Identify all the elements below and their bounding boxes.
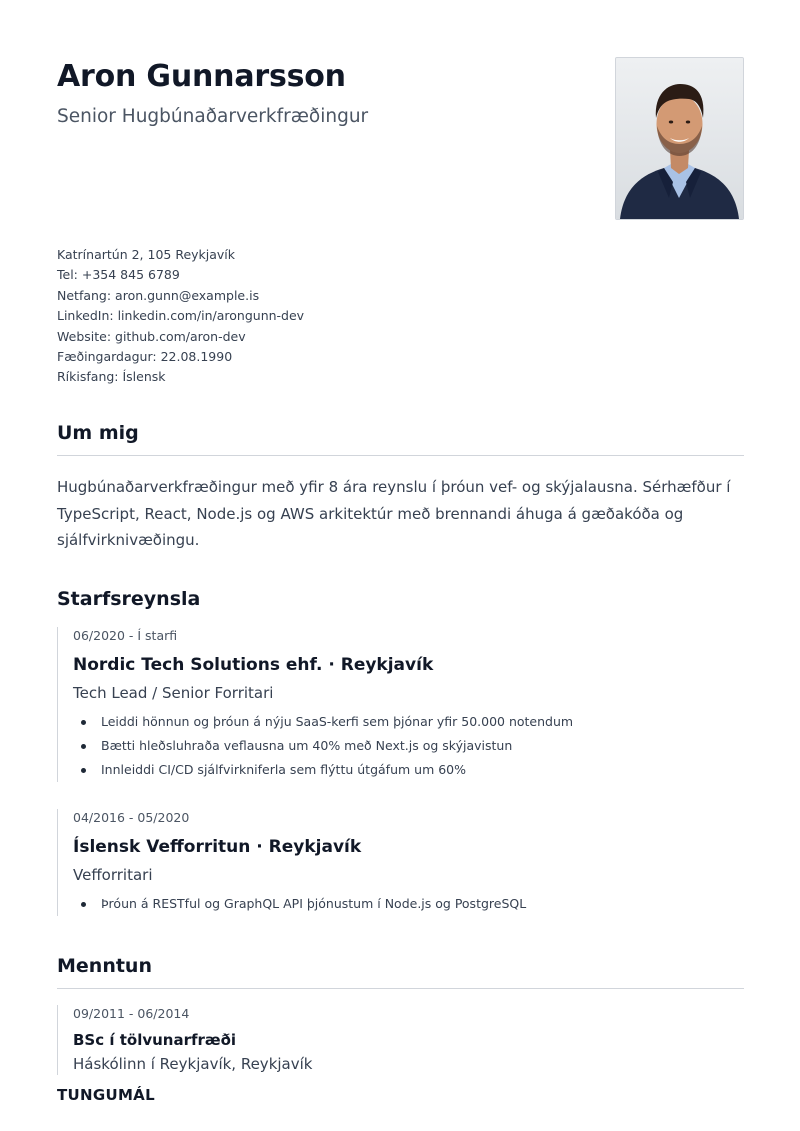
experience-role: Tech Lead / Senior Forritari bbox=[73, 684, 274, 702]
contact-phone: Tel: +354 845 6789 bbox=[57, 267, 180, 283]
experience-bullets bbox=[73, 892, 744, 916]
bullet-icon bbox=[81, 902, 86, 907]
experience-date: 06/2020 - Í starfi bbox=[73, 628, 178, 643]
job-title: Senior Hugbúnaðarverkfræðingur bbox=[57, 106, 369, 127]
list-item bbox=[73, 710, 744, 734]
contact-linkedin: LinkedIn: linkedin.com/in/arongunn-dev bbox=[57, 308, 305, 324]
experience-date: 04/2016 - 05/2020 bbox=[73, 810, 190, 825]
languages-heading: TUNGUMÁL bbox=[57, 1086, 155, 1104]
bullet-icon bbox=[81, 768, 86, 773]
education-entry bbox=[57, 1005, 744, 1075]
person-portrait-icon bbox=[616, 58, 743, 219]
education-date: 09/2011 - 06/2014 bbox=[73, 1006, 190, 1021]
contact-email: Netfang: aron.gunn@example.is bbox=[57, 287, 260, 303]
contact-nationality: Ríkisfang: Íslensk bbox=[57, 369, 166, 385]
education-degree: BSc í tölvunarfræði bbox=[73, 1031, 237, 1049]
education-heading: Menntun bbox=[57, 952, 744, 989]
about-text: Hugbúnaðarverkfræðingur með yfir 8 ára reynslu í þróun vef- og skýjalausna. Sérhæfður í TypeScript, React, Node.js og AWS arkitektúr með brennandi áhuga á gæðakóða og sjálfvirknivæðingu. bbox=[57, 478, 731, 549]
contact-website: Website: github.com/aron-dev bbox=[57, 328, 246, 344]
contact-address: Katrínartún 2, 105 Reykjavík bbox=[57, 247, 236, 262]
education-school: Háskólinn í Reykjavík, Reykjavík bbox=[73, 1055, 313, 1073]
experience-company: Íslensk Vefforritun · Reykjavík bbox=[73, 837, 362, 857]
bullet-text: Leiddi hönnun og þróun á nýju SaaS-kerfi sem þjónar yfir 50.000 notendum bbox=[101, 714, 574, 729]
experience-company: Nordic Tech Solutions ehf. · Reykjavík bbox=[73, 655, 434, 675]
list-item bbox=[73, 758, 744, 782]
about-heading: Um mig bbox=[57, 419, 744, 456]
experience-bullets bbox=[73, 710, 744, 782]
list-item bbox=[73, 734, 744, 758]
bullet-icon bbox=[81, 720, 86, 725]
experience-heading: Starfsreynsla bbox=[57, 588, 201, 610]
experience-entry bbox=[57, 809, 744, 916]
experience-entry bbox=[57, 627, 744, 782]
bullet-icon bbox=[81, 744, 86, 749]
candidate-name: Aron Gunnarsson bbox=[57, 59, 346, 94]
contact-birthdate: Fæðingardagur: 22.08.1990 bbox=[57, 349, 233, 365]
bullet-text: Innleiddi CI/CD sjálfvirkniferla sem flýttu útgáfum um 60% bbox=[101, 762, 467, 777]
contact-info bbox=[57, 245, 304, 388]
bullet-text: Bætti hleðsluhraða veflausna um 40% með Next.js og skýjavistun bbox=[101, 738, 513, 753]
experience-role: Vefforritari bbox=[73, 866, 153, 884]
list-item bbox=[73, 892, 744, 916]
bullet-text: Þróun á RESTful og GraphQL API þjónustum í Node.js og PostgreSQL bbox=[101, 896, 527, 911]
profile-photo bbox=[615, 57, 744, 220]
